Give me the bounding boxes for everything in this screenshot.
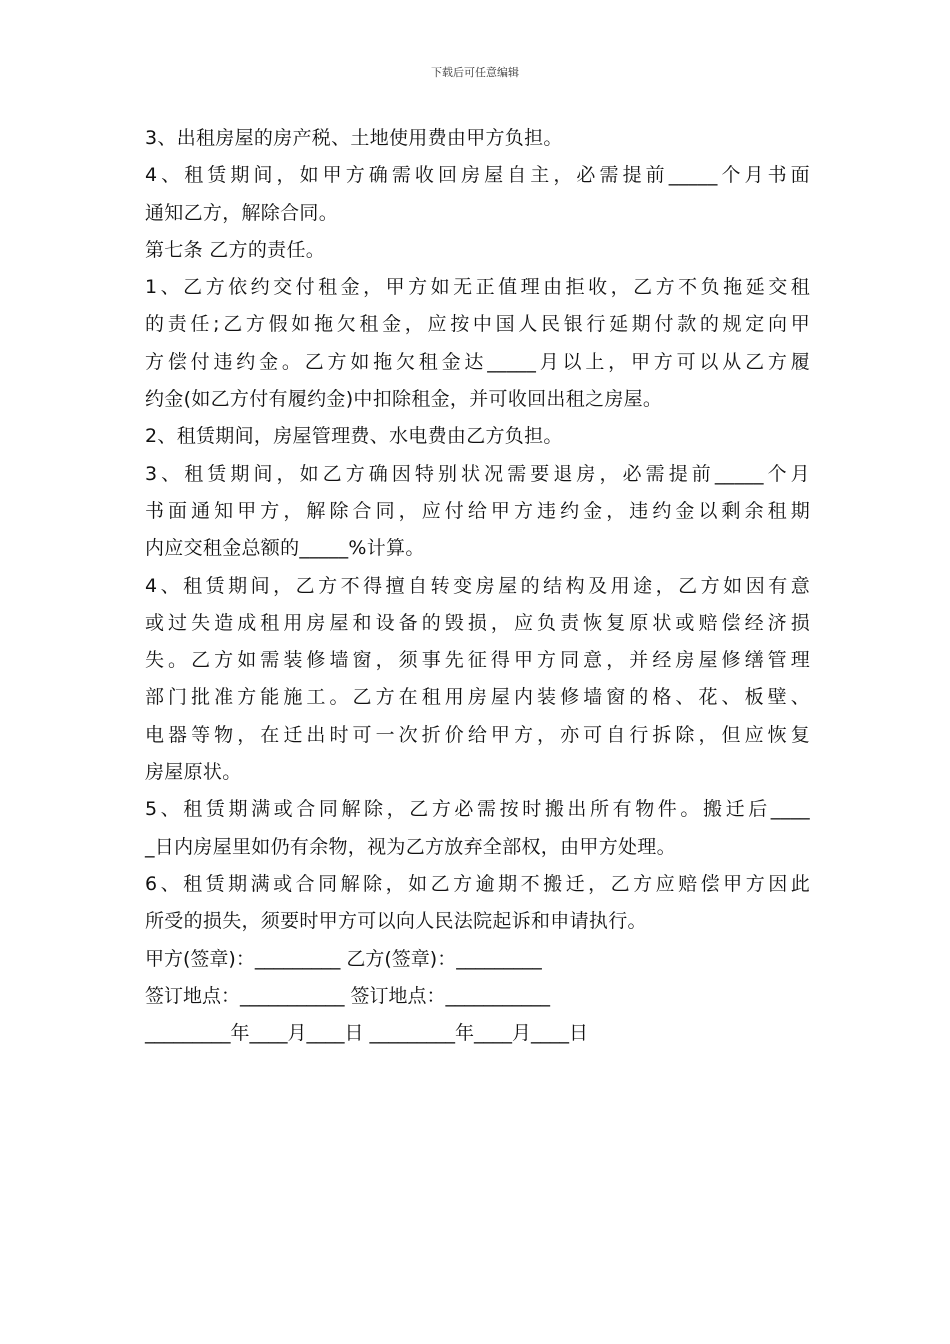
text-line: 部门批准方能施工。乙方在租用房屋内装修墙窗的格、花、板壁、 [145,686,810,709]
text-line: 的责任;乙方假如拖欠租金，应按中国人民银行延期付款的规定向甲 [145,313,810,336]
text-line: 约金(如乙方付有履约金)中扣除租金，并可收回出租之房屋。 [145,388,663,411]
signing-place-line: 签订地点：___________ 签订地点：___________ [145,984,551,1007]
text-line: 5、租赁期满或合同解除，乙方必需按时搬出所有物件。搬迁后____ [145,798,810,821]
text-line: 所受的损失，须要时甲方可以向人民法院起诉和申请执行。 [145,910,647,933]
text-line: 1、乙方依约交付租金，甲方如无正值理由拒收，乙方不负拖延交租 [145,276,810,299]
text-line: 方偿付违约金。乙方如拖欠租金达_____月以上，甲方可以从乙方履 [145,350,810,373]
signature-line: 甲方(签章)：_________ 乙方(签章)：_________ [145,947,542,970]
date-line: _________年____月____日 _________年____月____日 [145,1022,589,1045]
section-heading: 第七条 乙方的责任。 [145,238,326,261]
contract-body [145,120,810,1052]
text-line: _日内房屋里如仍有余物，视为乙方放弃全部权，由甲方处理。 [145,835,676,858]
text-line: 6、租赁期满或合同解除，如乙方逾期不搬迁，乙方应赔偿甲方因此 [145,872,810,895]
text-line: 或过失造成租用房屋和设备的毁损，应负责恢复原状或赔偿经济损 [145,611,810,634]
text-line: 3、出租房屋的房产税、土地使用费由甲方负担。 [145,127,563,149]
text-line: 内应交租金总额的_____%计算。 [145,537,425,560]
text-line: 失。乙方如需装修墙窗，须事先征得甲方同意，并经房屋修缮管理 [145,649,810,672]
page-header: 下载后可任意编辑 [431,66,519,79]
text-line: 2、租赁期间，房屋管理费、水电费由乙方负担。 [145,425,563,448]
text-line: 书面通知甲方，解除合同，应付给甲方违约金，违约金以剩余租期 [145,499,810,522]
text-line: 4、租赁期间，乙方不得擅自转变房屋的结构及用途，乙方如因有意 [145,574,810,597]
text-line: 通知乙方，解除合同。 [145,201,339,224]
text-line: 电器等物，在迁出时可一次折价给甲方，亦可自行拆除，但应恢复 [145,723,810,746]
text-line: 3、租赁期间，如乙方确因特别状况需要退房，必需提前_____个月 [145,462,810,485]
text-line: 4、租赁期间，如甲方确需收回房屋自主，必需提前_____个月书面 [145,164,810,187]
text-line: 房屋原状。 [145,761,242,784]
